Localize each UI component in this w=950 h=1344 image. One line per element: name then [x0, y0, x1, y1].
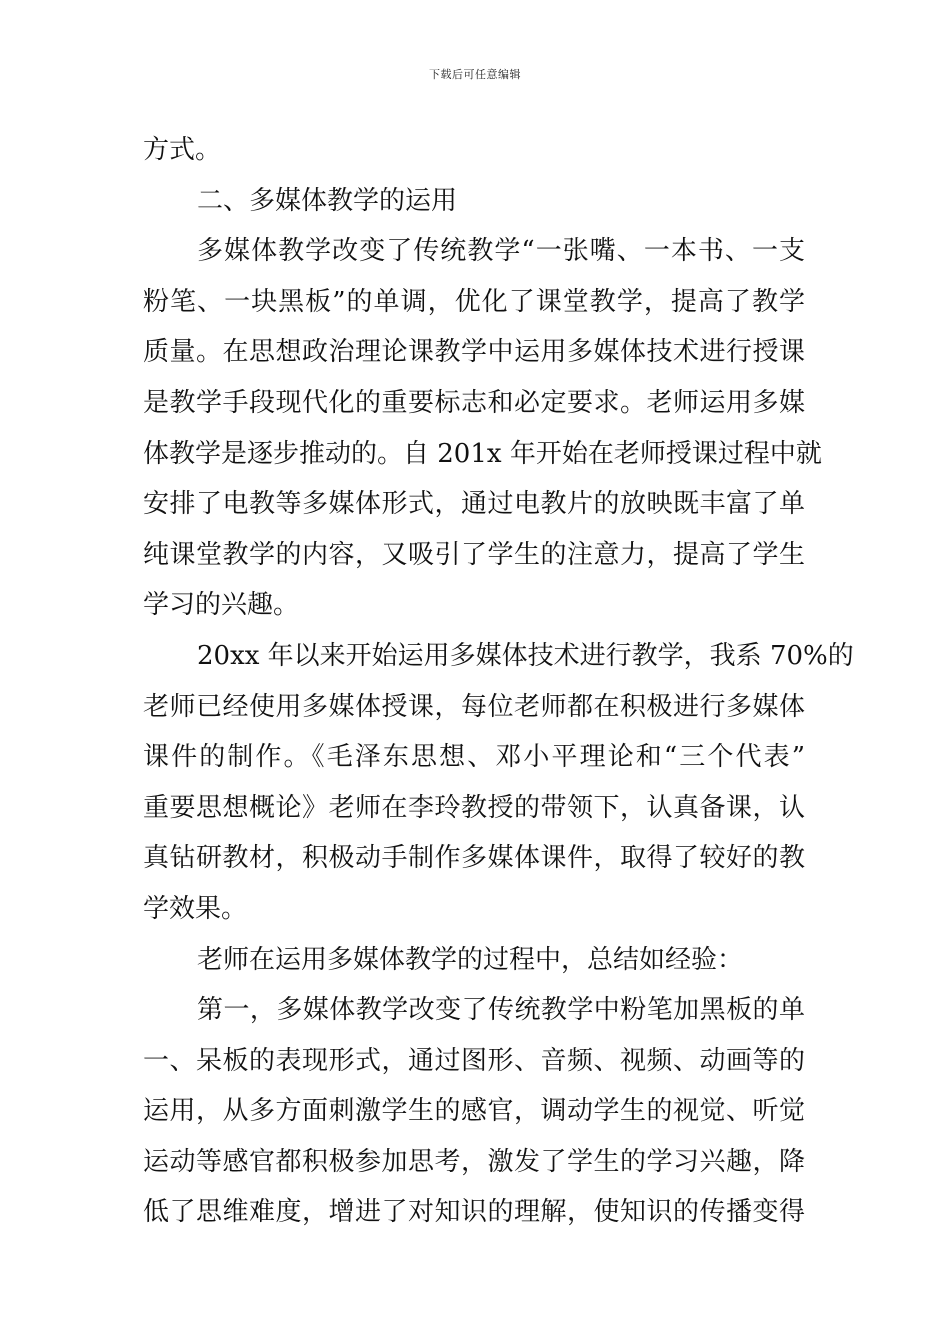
text-line: 真钻研教材，积极动手制作多媒体课件，取得了较好的教 [143, 843, 805, 874]
text-line: 学习的兴趣。 [143, 590, 300, 621]
document-body [143, 125, 854, 1238]
text-line: 学效果。 [143, 893, 248, 924]
text-line: 第一，多媒体教学改变了传统教学中粉笔加黑板的单 [197, 995, 805, 1026]
text-line: 多媒体教学改变了传统教学“一张嘴、一本书、一支 [197, 236, 805, 267]
text-line: 重要思想概论》老师在李玲教授的带领下，认真备课，认 [143, 792, 805, 823]
text-line: 方式。 [143, 135, 222, 165]
text-line: 体教学是逐步推动的。自 201x 年开始在老师授课过程中就 [143, 438, 822, 469]
text-line: 低了思维难度，增进了对知识的理解，使知识的传播变得 [143, 1197, 805, 1228]
text-line: 运动等感官都积极参加思考，激发了学生的学习兴趣，降 [143, 1146, 805, 1177]
header-note: 下载后可任意编辑 [429, 68, 521, 81]
text-line: 一、呆板的表现形式，通过图形、音频、视频、动画等的 [143, 1045, 805, 1076]
text-line: 20xx 年以来开始运用多媒体技术进行教学，我系 70%的 [197, 640, 854, 671]
text-line: 安排了电教等多媒体形式，通过电教片的放映既丰富了单 [143, 489, 805, 520]
text-line: 质量。在思想政治理论课教学中运用多媒体技术进行授课 [143, 337, 805, 368]
text-line: 课件的制作。《毛泽东思想、邓小平理论和“三个代表” [143, 742, 805, 773]
text-line: 纯课堂教学的内容，又吸引了学生的注意力，提高了学生 [143, 539, 805, 570]
section-heading: 二、多媒体教学的运用 [197, 185, 458, 216]
text-line: 粉笔、一块黑板”的单调，优化了课堂教学，提高了教学 [143, 286, 805, 317]
text-line: 是教学手段现代化的重要标志和必定要求。老师运用多媒 [143, 387, 805, 418]
text-line: 老师在运用多媒体教学的过程中，总结如经验： [197, 944, 744, 975]
text-line: 老师已经使用多媒体授课，每位老师都在积极进行多媒体 [143, 691, 805, 722]
text-line: 运用，从多方面刺激学生的感官，调动学生的视觉、听觉 [143, 1096, 805, 1127]
